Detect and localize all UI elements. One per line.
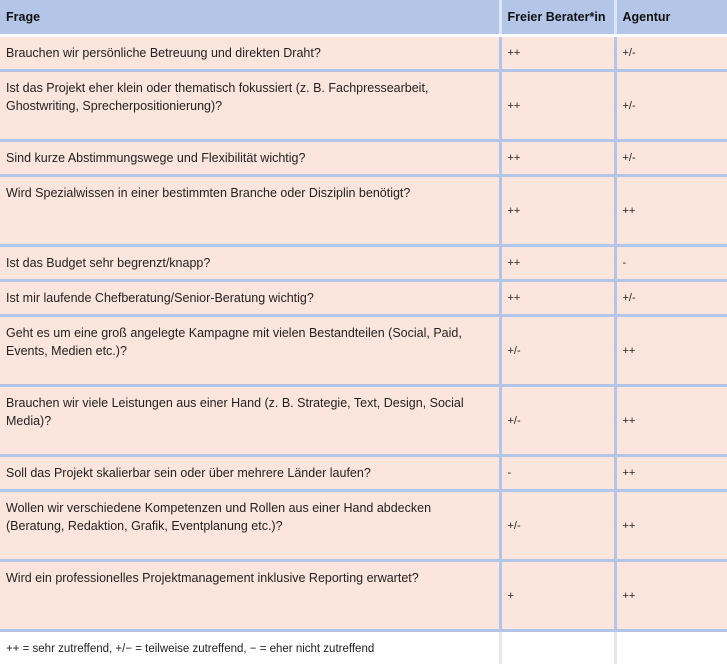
frage-cell: Geht es um eine groß angelegte Kampagne mit vielen Bestandteilen (Social, Paid, Events, Medien etc.)? xyxy=(0,316,500,386)
berater-cell: ++ xyxy=(500,281,615,316)
agentur-cell: ++ xyxy=(615,561,727,631)
frage-cell: Wird ein professionelles Projektmanagement inklusive Reporting erwartet? xyxy=(0,561,500,631)
table-row xyxy=(0,246,727,281)
berater-cell: ++ xyxy=(500,176,615,246)
berater-cell: ++ xyxy=(500,71,615,141)
table-row xyxy=(0,561,727,631)
berater-cell: - xyxy=(500,456,615,491)
frage-cell: Soll das Projekt skalierbar sein oder über mehrere Länder laufen? xyxy=(0,456,500,491)
header-frage: Frage xyxy=(0,0,500,36)
legend-text: ++ = sehr zutreffend, +/− = teilweise zutreffend, − = eher nicht zutreffend xyxy=(0,631,500,664)
frage-cell: Ist das Projekt eher klein oder thematisch fokussiert (z. B. Fachpressearbeit, Ghostwriting, Sprecherpositionierung)? xyxy=(0,71,500,141)
table-row xyxy=(0,281,727,316)
frage-cell: Sind kurze Abstimmungswege und Flexibilität wichtig? xyxy=(0,141,500,176)
agentur-cell: +/- xyxy=(615,281,727,316)
agentur-cell: ++ xyxy=(615,456,727,491)
table-row xyxy=(0,71,727,141)
legend-row xyxy=(0,631,727,664)
agentur-cell: - xyxy=(615,246,727,281)
table-row xyxy=(0,36,727,71)
agentur-cell: ++ xyxy=(615,491,727,561)
agentur-cell: ++ xyxy=(615,386,727,456)
agentur-cell: +/- xyxy=(615,36,727,71)
header-row xyxy=(0,0,727,36)
berater-cell: +/- xyxy=(500,386,615,456)
agentur-cell: +/- xyxy=(615,71,727,141)
agentur-cell: ++ xyxy=(615,316,727,386)
header-berater: Freier Berater*in xyxy=(500,0,615,36)
berater-cell: +/- xyxy=(500,316,615,386)
table-row xyxy=(0,141,727,176)
berater-cell: ++ xyxy=(500,141,615,176)
frage-cell: Wird Spezialwissen in einer bestimmten Branche oder Disziplin benötigt? xyxy=(0,176,500,246)
table-row xyxy=(0,456,727,491)
frage-cell: Brauchen wir persönliche Betreuung und direkten Draht? xyxy=(0,36,500,71)
table-row xyxy=(0,176,727,246)
frage-cell: Wollen wir verschiedene Kompetenzen und Rollen aus einer Hand abdecken (Beratung, Redaktion, Grafik, Eventplanung etc.)? xyxy=(0,491,500,561)
table-row xyxy=(0,386,727,456)
berater-cell: + xyxy=(500,561,615,631)
legend-empty-cell xyxy=(615,631,727,664)
frage-cell: Ist das Budget sehr begrenzt/knapp? xyxy=(0,246,500,281)
berater-cell: ++ xyxy=(500,36,615,71)
frage-cell: Brauchen wir viele Leistungen aus einer Hand (z. B. Strategie, Text, Design, Social Media)? xyxy=(0,386,500,456)
legend-empty-cell xyxy=(500,631,615,664)
header-agentur: Agentur xyxy=(615,0,727,36)
agentur-cell: +/- xyxy=(615,141,727,176)
table-row xyxy=(0,491,727,561)
berater-cell: ++ xyxy=(500,246,615,281)
agentur-cell: ++ xyxy=(615,176,727,246)
berater-cell: +/- xyxy=(500,491,615,561)
table-row xyxy=(0,316,727,386)
frage-cell: Ist mir laufende Chefberatung/Senior-Beratung wichtig? xyxy=(0,281,500,316)
